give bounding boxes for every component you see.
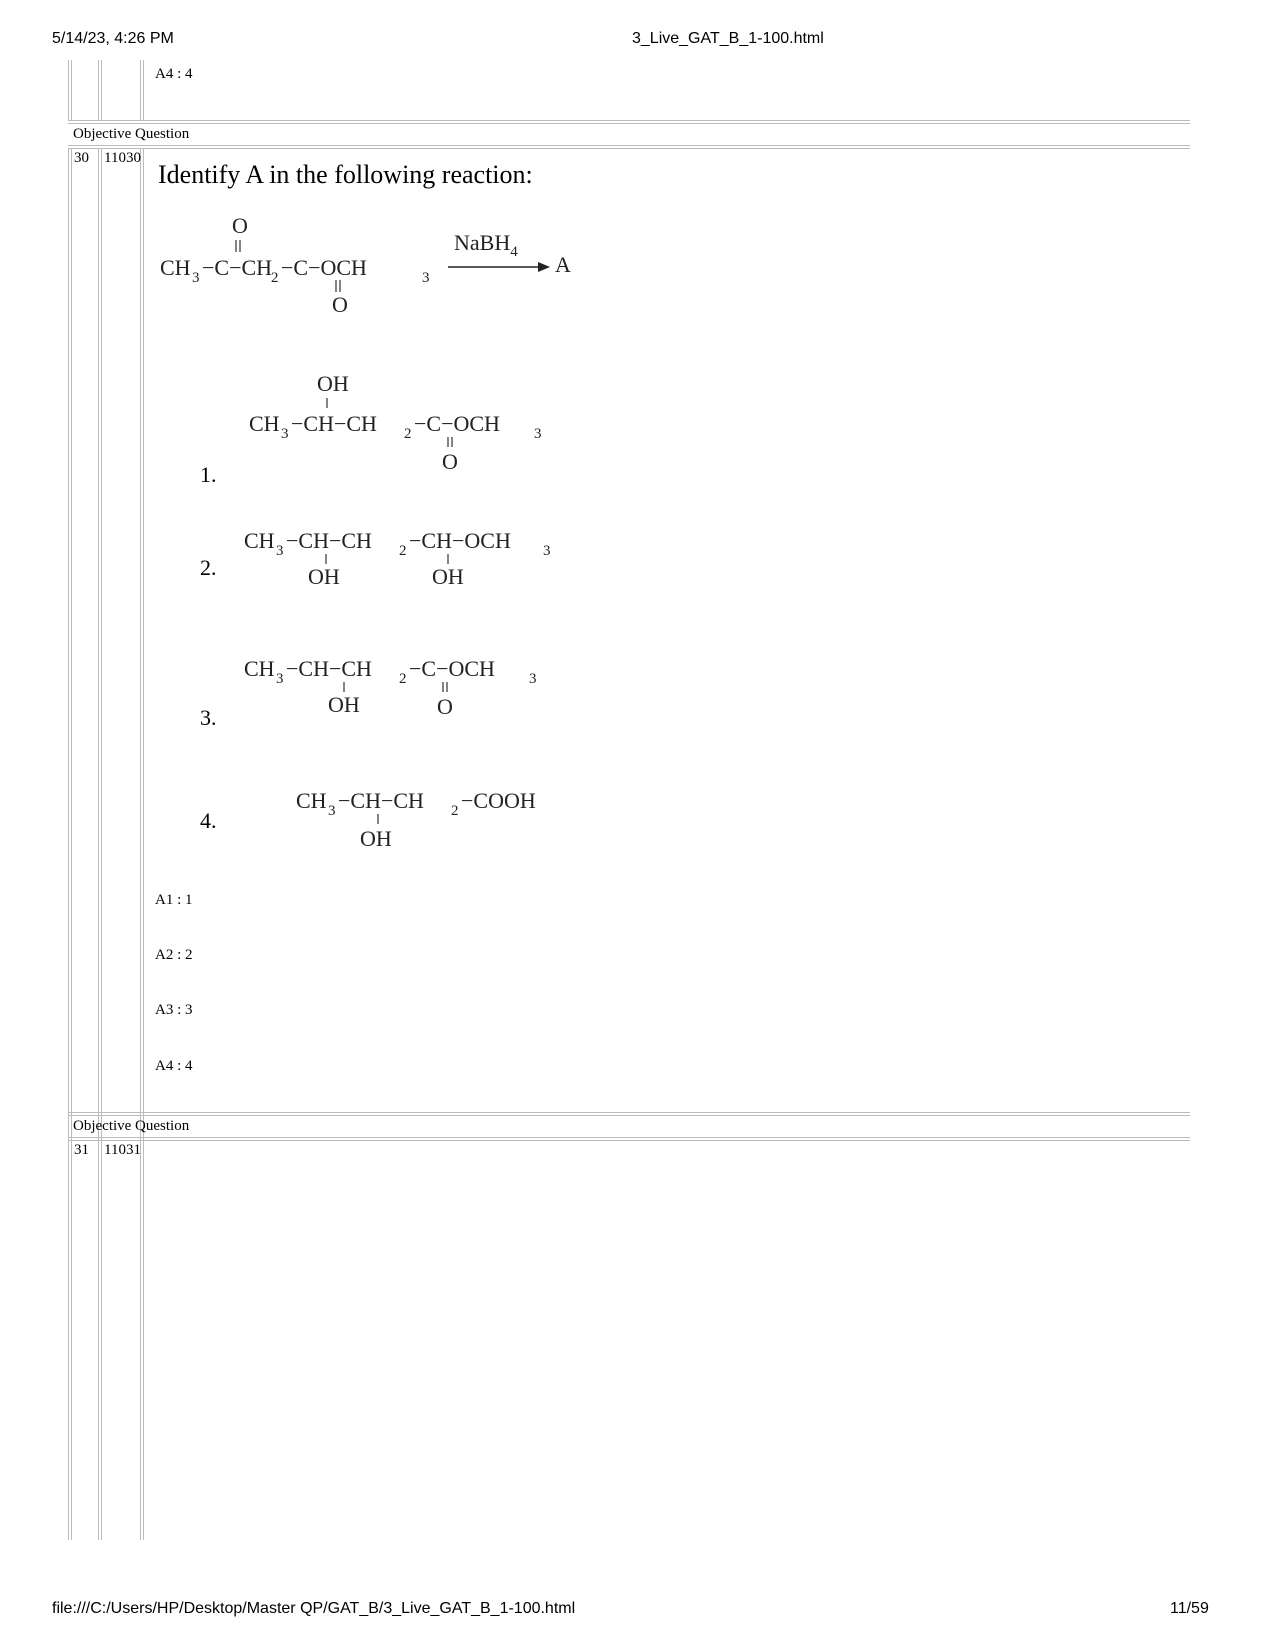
print-datetime: 5/14/23, 4:26 PM [52,30,174,47]
svg-text:CH: CH [244,656,275,681]
svg-text:3: 3 [422,270,430,286]
question-id: 11030 [104,150,141,166]
question-id: 11031 [104,1142,141,1158]
option-3-structure [240,648,570,738]
svg-text:2: 2 [451,803,459,819]
svg-text:−CH−CH: −CH−CH [338,788,424,813]
option-number-1: 1. [200,462,217,487]
option-number-3: 3. [200,705,217,730]
svg-text:3: 3 [276,671,284,687]
svg-text:2: 2 [399,671,407,687]
svg-text:CH: CH [249,411,280,436]
svg-text:−C−OCH: −C−OCH [414,411,500,436]
option-1-structure [245,365,575,490]
svg-text:OH: OH [308,564,340,589]
question-serial: 30 [74,150,89,166]
svg-text:−CH−CH: −CH−CH [291,411,377,436]
svg-text:CH: CH [160,255,191,280]
option-4-structure [292,780,582,860]
svg-text:−CH−OCH: −CH−OCH [409,528,511,553]
answer-option-4: A4 : 4 [155,1058,193,1074]
svg-text:2: 2 [271,270,279,286]
svg-text:−C−CH: −C−CH [202,255,273,280]
svg-text:3: 3 [281,426,289,442]
svg-text:O: O [332,292,348,317]
svg-text:O: O [232,213,248,238]
option-2-structure [240,520,570,600]
svg-text:−COOH: −COOH [461,788,536,813]
svg-text:OH: OH [317,371,349,396]
svg-text:3: 3 [328,803,336,819]
svg-text:3: 3 [534,426,542,442]
section-label: Objective Question [73,1118,190,1134]
svg-text:CH: CH [296,788,327,813]
svg-text:CH: CH [244,528,275,553]
question-serial: 31 [74,1142,89,1158]
svg-text:−CH−CH: −CH−CH [286,528,372,553]
svg-text:O: O [442,449,458,474]
reaction-scheme [160,210,610,330]
previous-answer: A4 : 4 [155,66,193,82]
answer-option-3: A3 : 3 [155,1002,193,1018]
product-label: A [555,252,571,277]
print-title: 3_Live_GAT_B_1-100.html [632,30,824,47]
svg-text:OH: OH [328,692,360,717]
svg-text:2: 2 [404,426,412,442]
svg-text:OH: OH [360,826,392,851]
reagent-label: NaBH$_4$ [454,230,518,260]
option-number-2: 2. [200,555,217,580]
svg-text:−C−OCH: −C−OCH [281,255,367,280]
answer-option-1: A1 : 1 [155,892,193,908]
svg-text:3: 3 [543,543,551,559]
print-page-number: 11/59 [1170,1600,1209,1617]
section-label: Objective Question [73,126,190,142]
question-text: Identify A in the following reaction: [158,160,533,189]
svg-text:O: O [437,694,453,719]
answer-option-2: A2 : 2 [155,947,193,963]
option-number-4: 4. [200,808,217,833]
svg-text:3: 3 [529,671,537,687]
svg-text:3: 3 [192,270,200,286]
svg-text:OH: OH [432,564,464,589]
print-file-path: file:///C:/Users/HP/Desktop/Master QP/GAT_B/3_Live_GAT_B_1-100.html [52,1600,576,1617]
svg-text:−C−OCH: −C−OCH [409,656,495,681]
svg-text:−CH−CH: −CH−CH [286,656,372,681]
svg-text:2: 2 [399,543,407,559]
svg-text:3: 3 [276,543,284,559]
